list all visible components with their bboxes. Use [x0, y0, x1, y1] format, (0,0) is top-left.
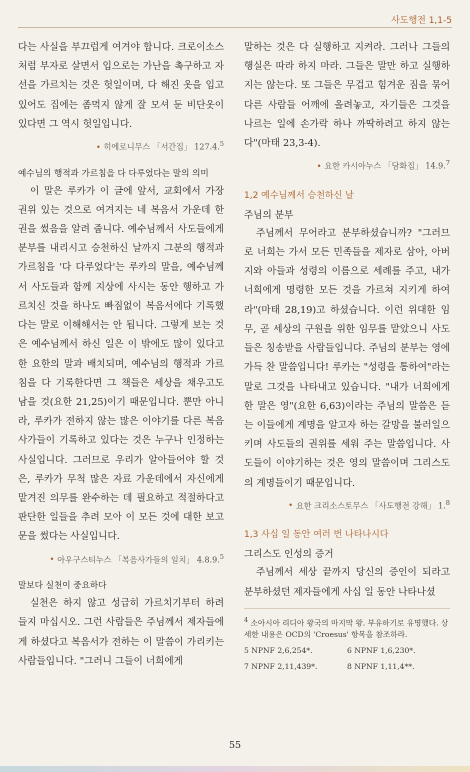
- right-paragraph-2: 주님께서 무어라고 분부하셨습니까? "그러므로 너희는 가서 모든 민족들을 제자로 삼아, 아버지와 아들과 성령의 이름으로 세례를 주고, 내가 너희에게 명령한 모든 것을 가르쳐 지키게 하여라"(마태 28,19)고 하셨습니다. 이런 위대한 임무, 곧 세상의 구원을 위한 임무를 맡았으니 사도들은 칭송받을 사람들입니다. 주님의 분부는 영에 가득 찬 말씀입니다! 루카는 "성령을 통하여"라는 말로 그것을 나타내고 있습니다. "내가 너희에게 한 말은 영"(요한 6,63)이라는 주님의 말씀은 듣는 이들에게 계명을 알고자 하는 갈망을 불러일으키며 사도들의 권위를 세워 주는 말씀입니다. 사도들이 이야기하는 것은 영의 말씀이며 그리스도의 계명들이기 때문입니다.: [244, 227, 450, 489]
- left-paragraph-3: 실천은 하지 않고 성급히 가르치기부터 하려 들지 마십시오. 그런 사람들은 주님께서 제자들에게 하셨다고 복음서가 전하는 이 말씀이 가리키는 사람들입니다. "그러니 그들이 너희에게: [18, 598, 224, 667]
- footnote-7: 7 NPNF 2,11,439*.: [244, 662, 318, 672]
- footnote-5: 5 NPNF 2,6,254*.: [244, 646, 313, 656]
- section-title-meaning: 예수님의 행적과 가르침을 다 다루었다는 말의 의미: [18, 168, 209, 179]
- header-rule: [18, 27, 452, 28]
- footnote-6: 6 NPNF 1,6,230*.: [347, 646, 416, 656]
- running-header: 사도행전 1,1-5: [391, 16, 452, 26]
- footnotes: [244, 608, 450, 676]
- citation-hieronymus: • 히에로니무스 「서간집」 127.4.$^5$: [95, 140, 224, 152]
- subsection-humanity-proof: 그리스도 인성의 증거: [244, 549, 334, 561]
- section-title-practice: 말보다 실천이 중요하다: [18, 581, 107, 592]
- left-column: [18, 38, 224, 671]
- page-number: 55: [228, 740, 242, 751]
- bullet-icon: •: [49, 555, 55, 565]
- subsection-lord-command: 주님의 분부: [244, 209, 294, 221]
- right-paragraph-3: 주님께서 세상 끝까지 당신의 증인이 되라고 분부하셨던 제자들에게 사십 일 동안 나타나셨: [244, 567, 450, 598]
- scan-edge-decoration: [0, 766, 470, 772]
- bullet-icon: •: [316, 161, 322, 171]
- section-title-forty-days: 1,3 사십 일 동안 여러 번 나타나시다: [244, 530, 389, 541]
- left-paragraph-1: 다는 사실을 부끄럽게 여겨야 합니다. 크로이소스처럼 부자로 살면서 입으로는 가난을 촉구하고 자선을 가르치는 것은 헛일이며, 다 해진 옷을 입고 있어도 집에는 좀먹지 않게 잘 모셔 둔 비단옷이 있다면 그 역시 헛일입니다.: [18, 42, 224, 130]
- citation-augustinus: • 아우구스티누스 「복음사가들의 일치」 4.8.9.$^5$: [49, 552, 224, 565]
- section-title-ascension-day: 1,2 예수님께서 승천하신 날: [244, 190, 354, 201]
- right-column: [244, 38, 450, 675]
- citation-chrysostomus: • 요한 크리소스토무스 「사도행전 강해」 1.$^8$: [288, 498, 450, 511]
- footnote-8: 8 NPNF 1,11,4**.: [347, 662, 415, 672]
- bullet-icon: •: [288, 501, 294, 511]
- footnote-4: $^4$ 소아시아 리디아 왕국의 마지막 왕. 부유하기로 유명했다. 상세한 내용은 OCD의 'Croesus' 항목을 참조하라.: [244, 616, 449, 640]
- left-paragraph-2: 이 말은 루카가 이 글에 앞서, 교회에서 가장 권위 있는 것으로 여겨지는 네 복음서 가운데 한 권을 썼음을 알려 줍니다. 예수님께서 사도들에게 분부를 내리시고 승천하신 날까지 그분의 행적과 가르침을 '다 다루었다'는 루카의 말을, 예수님께서 사도들과 함께 지상에 사시는 동안 행하고 가르치신 것을 하나도 빠짐없이 복음서에다 기록했다는 말로 이해해서는 안 됩니다. 그렇게 보는 것은 예수님께서 하신 일은 이 밖에도 많이 있다고 한 요한의 말과 배치되며, 예수님의 행적과 가르침을 다 기록한다면 그 책들은 세상을 채우고도 남을 것(요한 21,25)이기 때문입니다. 뿐만 아니라, 루카가 전하지 않는 많은 이야기를 다른 복음사가들이 기록하고 있다는 것은 누구나 인정하는 사실입니다. 그러므로 우리가 알아들어야 할 것은, 루카가 무척 많은 자료 가운데에서 자신에게 맡겨진 의무를 완수하는 데 필요하고 적절하다고 판단한 일들을 추려 모아 이 모든 것에 대한 보고문을 썼다는 사실입니다.: [18, 185, 224, 543]
- bullet-icon: •: [95, 142, 101, 152]
- footnote-grid: [244, 643, 450, 675]
- citation-cassianus: • 요한 카시아누스 「담화집」 14.9.$^7$: [316, 159, 450, 171]
- right-paragraph-1: 말하는 것은 다 실행하고 지켜라. 그러나 그들의 행실은 따라 하지 마라. 그들은 말만 하고 실행하지는 않는다. 또 그들은 무겁고 힘겨운 짐을 묶어 다른 사람들 어깨에 올려놓고, 자기들은 그것을 나르는 일에 손가락 하나 까딱하려고 하지 않는다"(마태 23,3-4).: [244, 42, 450, 150]
